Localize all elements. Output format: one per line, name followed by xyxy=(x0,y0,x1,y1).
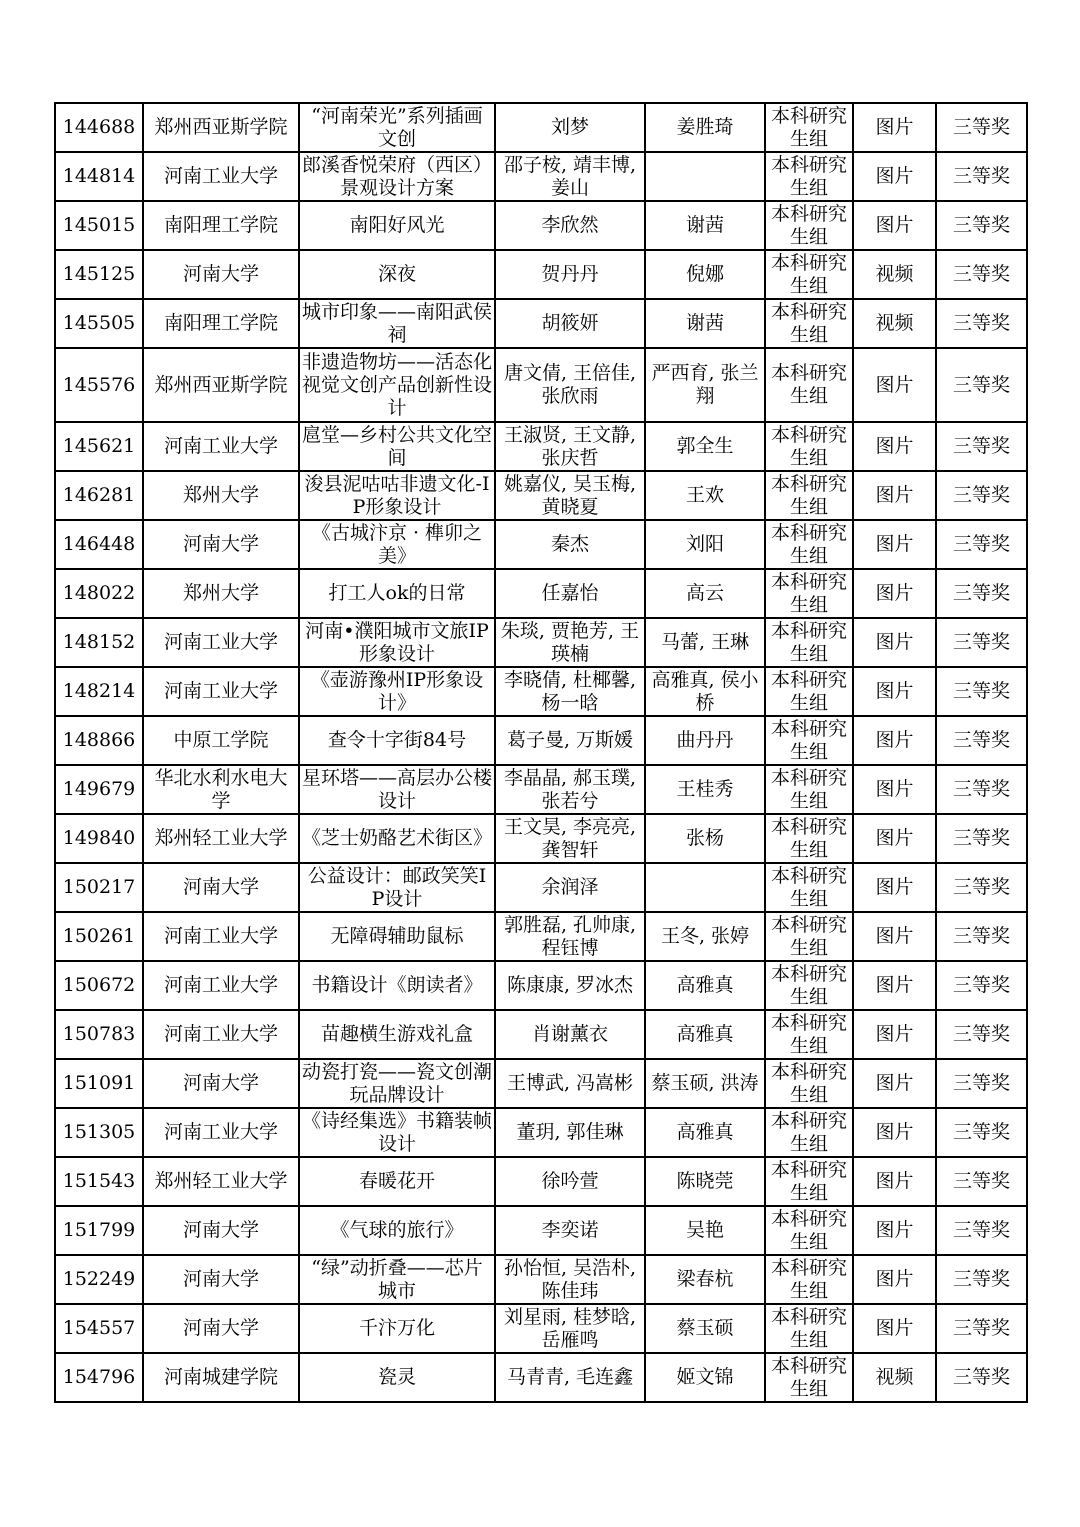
advisor-cell: 梁春杭 xyxy=(645,1255,765,1304)
work-title-cell: 打工人ok的日常 xyxy=(299,569,495,618)
school-cell: 郑州轻工业大学 xyxy=(143,814,299,863)
work-type-cell: 图片 xyxy=(853,1059,936,1108)
entry-id-cell: 146281 xyxy=(55,471,143,520)
group-cell: 本科研究生组 xyxy=(765,201,853,250)
authors-cell: 李晓倩, 杜椰馨, 杨一晗 xyxy=(495,667,645,716)
entry-id-cell: 150261 xyxy=(55,912,143,961)
award-cell: 三等奖 xyxy=(936,348,1027,422)
work-type-cell: 图片 xyxy=(853,103,936,152)
work-type-cell: 视频 xyxy=(853,1353,936,1402)
entry-id-cell: 151543 xyxy=(55,1157,143,1206)
award-cell: 三等奖 xyxy=(936,299,1027,348)
school-cell: 郑州轻工业大学 xyxy=(143,1157,299,1206)
group-cell: 本科研究生组 xyxy=(765,1206,853,1255)
advisor-cell: 王冬, 张婷 xyxy=(645,912,765,961)
table-row xyxy=(55,961,1027,1010)
advisor-cell: 蔡玉硕 xyxy=(645,1304,765,1353)
work-title-cell: 河南•濮阳城市文旅IP形象设计 xyxy=(299,618,495,667)
group-cell: 本科研究生组 xyxy=(765,1010,853,1059)
school-cell: 河南工业大学 xyxy=(143,912,299,961)
work-type-cell: 视频 xyxy=(853,299,936,348)
work-type-cell: 图片 xyxy=(853,152,936,201)
work-type-cell: 图片 xyxy=(853,961,936,1010)
award-cell: 三等奖 xyxy=(936,201,1027,250)
work-type-cell: 图片 xyxy=(853,618,936,667)
award-cell: 三等奖 xyxy=(936,814,1027,863)
work-title-cell: 千汴万化 xyxy=(299,1304,495,1353)
work-type-cell: 图片 xyxy=(853,765,936,814)
school-cell: 河南工业大学 xyxy=(143,1010,299,1059)
work-type-cell: 图片 xyxy=(853,1206,936,1255)
group-cell: 本科研究生组 xyxy=(765,1059,853,1108)
school-cell: 河南大学 xyxy=(143,1059,299,1108)
authors-cell: 邵子桉, 靖丰博, 姜山 xyxy=(495,152,645,201)
advisor-cell: 姜胜琦 xyxy=(645,103,765,152)
entry-id-cell: 145015 xyxy=(55,201,143,250)
advisor-cell: 蔡玉硕, 洪涛 xyxy=(645,1059,765,1108)
work-type-cell: 图片 xyxy=(853,1108,936,1157)
table-row xyxy=(55,1108,1027,1157)
work-title-cell: 《芝士奶酪艺术街区》 xyxy=(299,814,495,863)
table-row xyxy=(55,618,1027,667)
work-type-cell: 视频 xyxy=(853,250,936,299)
advisor-cell: 高雅真, 侯小桥 xyxy=(645,667,765,716)
school-cell: 河南工业大学 xyxy=(143,152,299,201)
authors-cell: 秦杰 xyxy=(495,520,645,569)
work-title-cell: 无障碍辅助鼠标 xyxy=(299,912,495,961)
authors-cell: 葛子曼, 万斯媛 xyxy=(495,716,645,765)
award-cell: 三等奖 xyxy=(936,471,1027,520)
group-cell: 本科研究生组 xyxy=(765,569,853,618)
advisor-cell: 刘阳 xyxy=(645,520,765,569)
table-row xyxy=(55,569,1027,618)
advisor-cell: 马蕾, 王琳 xyxy=(645,618,765,667)
group-cell: 本科研究生组 xyxy=(765,1157,853,1206)
group-cell: 本科研究生组 xyxy=(765,863,853,912)
group-cell: 本科研究生组 xyxy=(765,814,853,863)
entry-id-cell: 148866 xyxy=(55,716,143,765)
school-cell: 郑州西亚斯学院 xyxy=(143,348,299,422)
school-cell: 郑州西亚斯学院 xyxy=(143,103,299,152)
awards-table xyxy=(54,102,1028,1403)
advisor-cell: 曲丹丹 xyxy=(645,716,765,765)
school-cell: 华北水利水电大学 xyxy=(143,765,299,814)
table-row xyxy=(55,1304,1027,1353)
work-type-cell: 图片 xyxy=(853,1010,936,1059)
advisor-cell: 谢茜 xyxy=(645,299,765,348)
table-row xyxy=(55,1353,1027,1402)
award-cell: 三等奖 xyxy=(936,961,1027,1010)
group-cell: 本科研究生组 xyxy=(765,422,853,471)
advisor-cell: 王欢 xyxy=(645,471,765,520)
entry-id-cell: 152249 xyxy=(55,1255,143,1304)
group-cell: 本科研究生组 xyxy=(765,103,853,152)
table-row xyxy=(55,1206,1027,1255)
entry-id-cell: 149679 xyxy=(55,765,143,814)
group-cell: 本科研究生组 xyxy=(765,618,853,667)
advisor-cell: 张杨 xyxy=(645,814,765,863)
authors-cell: 陈康康, 罗冰杰 xyxy=(495,961,645,1010)
entry-id-cell: 149840 xyxy=(55,814,143,863)
school-cell: 河南工业大学 xyxy=(143,1108,299,1157)
work-title-cell: 深夜 xyxy=(299,250,495,299)
award-cell: 三等奖 xyxy=(936,103,1027,152)
work-title-cell: 南阳好风光 xyxy=(299,201,495,250)
advisor-cell xyxy=(645,863,765,912)
award-cell: 三等奖 xyxy=(936,1304,1027,1353)
work-title-cell: 瓷灵 xyxy=(299,1353,495,1402)
advisor-cell: 王桂秀 xyxy=(645,765,765,814)
work-title-cell: 《古城汴京 · 榫卯之美》 xyxy=(299,520,495,569)
work-type-cell: 图片 xyxy=(853,667,936,716)
table-row xyxy=(55,814,1027,863)
advisor-cell: 姬文锦 xyxy=(645,1353,765,1402)
work-title-cell: 《气球的旅行》 xyxy=(299,1206,495,1255)
authors-cell: 贺丹丹 xyxy=(495,250,645,299)
award-cell: 三等奖 xyxy=(936,520,1027,569)
award-cell: 三等奖 xyxy=(936,765,1027,814)
group-cell: 本科研究生组 xyxy=(765,961,853,1010)
award-cell: 三等奖 xyxy=(936,1157,1027,1206)
table-row xyxy=(55,422,1027,471)
table-row xyxy=(55,103,1027,152)
group-cell: 本科研究生组 xyxy=(765,912,853,961)
authors-cell: 郭胜磊, 孔帅康, 程钰博 xyxy=(495,912,645,961)
work-type-cell: 图片 xyxy=(853,471,936,520)
school-cell: 河南工业大学 xyxy=(143,667,299,716)
school-cell: 河南大学 xyxy=(143,863,299,912)
table-row xyxy=(55,1157,1027,1206)
table-row xyxy=(55,912,1027,961)
group-cell: 本科研究生组 xyxy=(765,1304,853,1353)
work-title-cell: 浚县泥咕咕非遗文化-IP形象设计 xyxy=(299,471,495,520)
school-cell: 河南大学 xyxy=(143,1304,299,1353)
authors-cell: 姚嘉仪, 吴玉梅, 黄晓夏 xyxy=(495,471,645,520)
entry-id-cell: 145125 xyxy=(55,250,143,299)
advisor-cell: 严西育, 张兰翔 xyxy=(645,348,765,422)
work-type-cell: 图片 xyxy=(853,569,936,618)
work-title-cell: 苗趣横生游戏礼盒 xyxy=(299,1010,495,1059)
authors-cell: 余润泽 xyxy=(495,863,645,912)
authors-cell: 王文昊, 李亮亮, 龚智轩 xyxy=(495,814,645,863)
school-cell: 南阳理工学院 xyxy=(143,299,299,348)
group-cell: 本科研究生组 xyxy=(765,765,853,814)
advisor-cell: 高雅真 xyxy=(645,1010,765,1059)
entry-id-cell: 154796 xyxy=(55,1353,143,1402)
work-type-cell: 图片 xyxy=(853,1304,936,1353)
table-row xyxy=(55,765,1027,814)
work-type-cell: 图片 xyxy=(853,912,936,961)
entry-id-cell: 150783 xyxy=(55,1010,143,1059)
group-cell: 本科研究生组 xyxy=(765,1353,853,1402)
entry-id-cell: 144814 xyxy=(55,152,143,201)
work-title-cell: 星环塔——高层办公楼设计 xyxy=(299,765,495,814)
entry-id-cell: 154557 xyxy=(55,1304,143,1353)
authors-cell: 刘星雨, 桂梦晗, 岳雁鸣 xyxy=(495,1304,645,1353)
award-cell: 三等奖 xyxy=(936,667,1027,716)
entry-id-cell: 145576 xyxy=(55,348,143,422)
table-body xyxy=(55,103,1027,1402)
table-row xyxy=(55,716,1027,765)
work-type-cell: 图片 xyxy=(853,348,936,422)
table-row xyxy=(55,1255,1027,1304)
authors-cell: 李欣然 xyxy=(495,201,645,250)
authors-cell: 孙怡恒, 吴浩朴, 陈佳玮 xyxy=(495,1255,645,1304)
entry-id-cell: 145505 xyxy=(55,299,143,348)
school-cell: 郑州大学 xyxy=(143,471,299,520)
school-cell: 河南工业大学 xyxy=(143,961,299,1010)
advisor-cell: 倪娜 xyxy=(645,250,765,299)
award-cell: 三等奖 xyxy=(936,1108,1027,1157)
advisor-cell: 吴艳 xyxy=(645,1206,765,1255)
group-cell: 本科研究生组 xyxy=(765,348,853,422)
work-title-cell: 书籍设计《朗读者》 xyxy=(299,961,495,1010)
work-title-cell: 公益设计：邮政笑笑IP设计 xyxy=(299,863,495,912)
group-cell: 本科研究生组 xyxy=(765,471,853,520)
table-row xyxy=(55,299,1027,348)
table-row xyxy=(55,201,1027,250)
award-cell: 三等奖 xyxy=(936,152,1027,201)
award-cell: 三等奖 xyxy=(936,1255,1027,1304)
work-title-cell: 郎溪香悦荣府（西区）景观设计方案 xyxy=(299,152,495,201)
authors-cell: 任嘉怡 xyxy=(495,569,645,618)
entry-id-cell: 148214 xyxy=(55,667,143,716)
table-row xyxy=(55,667,1027,716)
authors-cell: 刘梦 xyxy=(495,103,645,152)
school-cell: 河南工业大学 xyxy=(143,618,299,667)
table-row xyxy=(55,471,1027,520)
entry-id-cell: 150217 xyxy=(55,863,143,912)
entry-id-cell: 151799 xyxy=(55,1206,143,1255)
work-title-cell: “河南荣光”系列插画文创 xyxy=(299,103,495,152)
advisor-cell: 高雅真 xyxy=(645,1108,765,1157)
group-cell: 本科研究生组 xyxy=(765,716,853,765)
award-cell: 三等奖 xyxy=(936,863,1027,912)
advisor-cell xyxy=(645,152,765,201)
entry-id-cell: 145621 xyxy=(55,422,143,471)
authors-cell: 唐文倩, 王倍佳, 张欣雨 xyxy=(495,348,645,422)
table-row xyxy=(55,250,1027,299)
work-type-cell: 图片 xyxy=(853,863,936,912)
entry-id-cell: 148022 xyxy=(55,569,143,618)
group-cell: 本科研究生组 xyxy=(765,667,853,716)
work-title-cell: 城市印象——南阳武侯祠 xyxy=(299,299,495,348)
work-title-cell: 《壶游豫州IP形象设计》 xyxy=(299,667,495,716)
table-row xyxy=(55,520,1027,569)
school-cell: 河南大学 xyxy=(143,1255,299,1304)
advisor-cell: 高雅真 xyxy=(645,961,765,1010)
advisor-cell: 郭全生 xyxy=(645,422,765,471)
work-title-cell: 查令十字街84号 xyxy=(299,716,495,765)
work-title-cell: 《诗经集选》书籍装帧设计 xyxy=(299,1108,495,1157)
authors-cell: 徐吟萱 xyxy=(495,1157,645,1206)
school-cell: 河南城建学院 xyxy=(143,1353,299,1402)
authors-cell: 胡筱妍 xyxy=(495,299,645,348)
authors-cell: 马青青, 毛连鑫 xyxy=(495,1353,645,1402)
school-cell: 河南大学 xyxy=(143,520,299,569)
award-cell: 三等奖 xyxy=(936,618,1027,667)
work-title-cell: 春暖花开 xyxy=(299,1157,495,1206)
school-cell: 郑州大学 xyxy=(143,569,299,618)
school-cell: 河南工业大学 xyxy=(143,422,299,471)
authors-cell: 王博武, 冯嵩彬 xyxy=(495,1059,645,1108)
group-cell: 本科研究生组 xyxy=(765,250,853,299)
award-cell: 三等奖 xyxy=(936,1206,1027,1255)
authors-cell: 李奕诺 xyxy=(495,1206,645,1255)
award-cell: 三等奖 xyxy=(936,250,1027,299)
work-type-cell: 图片 xyxy=(853,1157,936,1206)
work-type-cell: 图片 xyxy=(853,422,936,471)
work-title-cell: 非遗造物坊——活态化视觉文创产品创新性设计 xyxy=(299,348,495,422)
school-cell: 中原工学院 xyxy=(143,716,299,765)
award-cell: 三等奖 xyxy=(936,569,1027,618)
entry-id-cell: 150672 xyxy=(55,961,143,1010)
award-cell: 三等奖 xyxy=(936,422,1027,471)
group-cell: 本科研究生组 xyxy=(765,1255,853,1304)
school-cell: 河南大学 xyxy=(143,1206,299,1255)
work-type-cell: 图片 xyxy=(853,1255,936,1304)
table-row xyxy=(55,1059,1027,1108)
authors-cell: 王淑贤, 王文静, 张庆哲 xyxy=(495,422,645,471)
work-type-cell: 图片 xyxy=(853,201,936,250)
work-type-cell: 图片 xyxy=(853,814,936,863)
table-row xyxy=(55,152,1027,201)
award-cell: 三等奖 xyxy=(936,716,1027,765)
work-type-cell: 图片 xyxy=(853,520,936,569)
entry-id-cell: 151305 xyxy=(55,1108,143,1157)
award-cell: 三等奖 xyxy=(936,1059,1027,1108)
work-title-cell: “绿”动折叠——芯片城市 xyxy=(299,1255,495,1304)
authors-cell: 李晶晶, 郝玉璞, 张若兮 xyxy=(495,765,645,814)
work-type-cell: 图片 xyxy=(853,716,936,765)
work-title-cell: 动瓷打瓷——瓷文创潮玩品牌设计 xyxy=(299,1059,495,1108)
advisor-cell: 高云 xyxy=(645,569,765,618)
authors-cell: 董玥, 郭佳琳 xyxy=(495,1108,645,1157)
group-cell: 本科研究生组 xyxy=(765,299,853,348)
authors-cell: 朱琰, 贾艳芳, 王瑛楠 xyxy=(495,618,645,667)
entry-id-cell: 148152 xyxy=(55,618,143,667)
table-row xyxy=(55,348,1027,422)
school-cell: 河南大学 xyxy=(143,250,299,299)
table-row xyxy=(55,863,1027,912)
entry-id-cell: 146448 xyxy=(55,520,143,569)
award-cell: 三等奖 xyxy=(936,1353,1027,1402)
entry-id-cell: 151091 xyxy=(55,1059,143,1108)
group-cell: 本科研究生组 xyxy=(765,520,853,569)
entry-id-cell: 144688 xyxy=(55,103,143,152)
group-cell: 本科研究生组 xyxy=(765,152,853,201)
advisor-cell: 谢茜 xyxy=(645,201,765,250)
award-cell: 三等奖 xyxy=(936,1010,1027,1059)
table-row xyxy=(55,1010,1027,1059)
authors-cell: 肖谢薰衣 xyxy=(495,1010,645,1059)
school-cell: 南阳理工学院 xyxy=(143,201,299,250)
work-title-cell: 扈堂—乡村公共文化空间 xyxy=(299,422,495,471)
award-cell: 三等奖 xyxy=(936,912,1027,961)
group-cell: 本科研究生组 xyxy=(765,1108,853,1157)
advisor-cell: 陈晓莞 xyxy=(645,1157,765,1206)
